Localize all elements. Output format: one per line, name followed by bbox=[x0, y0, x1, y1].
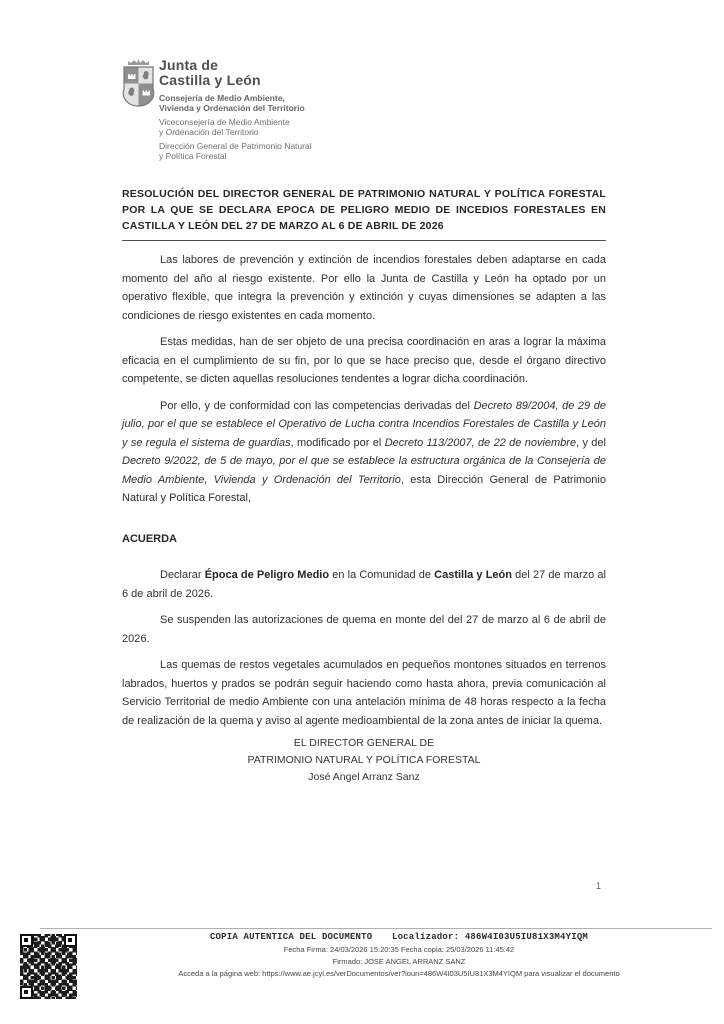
viceconsejeria-line1: Viceconsejería de Medio Ambiente bbox=[159, 117, 290, 127]
fecha-firma-line: Fecha Firma: 24/03/2026 15:20:35 Fecha copia: 25/03/2026 11:45:42 bbox=[283, 945, 515, 954]
localizador-label: Localizador: bbox=[391, 932, 460, 942]
p4-epoca-peligro-medio: Época de Peligro Medio bbox=[204, 569, 330, 581]
p4-castilla-y-leon: Castilla y León bbox=[434, 569, 512, 581]
signature-name: José Angel Arranz Sanz bbox=[308, 771, 420, 783]
p3-end: , esta Dirección General de Patrimonio Natural y Política Forestal, bbox=[122, 473, 606, 504]
paragraph-5: Se suspenden las autorizaciones de quema en monte del del 27 de marzo al 6 de abril de 2026. bbox=[122, 614, 606, 645]
p4-mid: en la Comunidad de bbox=[329, 569, 435, 581]
viceconsejeria-line2: y Ordenación del Territorio bbox=[159, 127, 259, 137]
paragraph-2: Estas medidas, han de ser objeto de una precisa coordinación en aras a lograr la máxima eficacia en el cumplimiento de su fin, por lo que se hace preciso que, desde el órgano directivo competente, se dicten aquellas resoluciones tendentes a lograr dicha coordinación. bbox=[122, 336, 606, 385]
copia-autentica-label: COPIA AUTENTICA DEL DOCUMENTO bbox=[209, 932, 373, 942]
firmado-line: Firmado: JOSE ANGEL ARRANZ SANZ bbox=[332, 957, 466, 966]
paragraph-4 bbox=[122, 566, 606, 603]
qr-finder-top-left bbox=[20, 934, 33, 947]
p3-decreto-89-2004: Decreto 89/2004, de 29 de julio, por el que se establece el Operativo de Lucha contra Incendios Forestales de Castilla y León y se regula el sistema de guardias bbox=[122, 399, 607, 449]
document-title: RESOLUCIÓN DEL DIRECTOR GENERAL DE PATRIMONIO NATURAL Y POLÍTICA FORESTAL POR LA QUE SE DECLARA EPOCA DE PELIGRO MEDIO DE INCEDIOS FORESTALES EN CASTILLA Y LEÓN DEL 27 DE MARZO AL 6 DE ABRIL DE 2026 bbox=[122, 188, 606, 232]
qr-finder-bottom-left bbox=[20, 986, 33, 999]
signature-title-line1: EL DIRECTOR GENERAL DE bbox=[293, 737, 435, 749]
org-header bbox=[122, 58, 606, 162]
page-number: 1 bbox=[596, 881, 602, 891]
p3-decreto-113-2007: Decreto 113/2007, de 22 de noviembre bbox=[384, 436, 577, 449]
direccion-general-label bbox=[159, 141, 606, 161]
consejeria-label bbox=[159, 93, 606, 113]
document-body bbox=[122, 251, 606, 730]
title-rule bbox=[122, 240, 606, 241]
acceso-web-line: Acceda a la página web: https://www.ae.jcyl.es/verDocumentos/ver?loun=486W4I03U5IU81X3M4YIQM para visualizar el documento bbox=[178, 969, 620, 978]
localizador-value: 486W4I03U5IU81X3M4YIQM bbox=[464, 932, 589, 942]
p3-mid1: , modificado por el bbox=[290, 436, 385, 449]
p4-end: del 27 de marzo al 6 de abril de 2026. bbox=[122, 569, 606, 600]
org-name bbox=[159, 58, 606, 88]
org-name-line1: Junta de bbox=[159, 57, 219, 73]
consejeria-line1: Consejería de Medio Ambiente, bbox=[159, 93, 285, 103]
paragraph-3 bbox=[122, 397, 606, 508]
footer-copy-line bbox=[92, 932, 706, 942]
p4-intro: Declarar bbox=[160, 569, 205, 581]
direccion-general-line1: Dirección General de Patrimonio Natural bbox=[159, 141, 312, 151]
consejeria-line2: Vivienda y Ordenación del Territorio bbox=[159, 103, 305, 113]
p3-mid2: , y del bbox=[576, 436, 606, 449]
paragraph-1: Las labores de prevención y extinción de incendios forestales deben adaptarse en cada momento del año al riesgo existente. Por ello la Junta de Castilla y León ha optado por un operativo flexible, que integra la prevención y extinción y cuyas dimensiones se adapten a las condiciones de riesgo existentes en cada momento. bbox=[122, 254, 606, 322]
viceconsejeria-label bbox=[159, 117, 606, 137]
paragraph-6: Las quemas de restos vegetales acumulados en pequeños montones situados en terrenos labrados, huertos y prados se podrán seguir haciendo como hasta ahora, previa comunicación al Servicio Territorial de medio Ambiente con una antelación mínima de 48 horas respecto a la fecha de realización de la quema y aviso al agente medioambiental de la zona antes de iniciar la quema. bbox=[122, 659, 606, 727]
org-name-line2: Castilla y León bbox=[159, 72, 261, 88]
signature-block bbox=[122, 735, 606, 786]
footer-rule bbox=[40, 928, 712, 929]
acuerda-heading: ACUERDA bbox=[122, 532, 177, 545]
signature-title-line2: PATRIMONIO NATURAL Y POLÍTICA FORESTAL bbox=[247, 754, 481, 766]
junta-castilla-leon-shield-icon bbox=[122, 59, 155, 112]
direccion-general-line2: y Política Forestal bbox=[159, 151, 227, 161]
footer-authentication bbox=[92, 932, 706, 978]
document-content bbox=[122, 58, 606, 738]
qr-code bbox=[20, 934, 77, 999]
qr-finder-top-right bbox=[64, 934, 77, 947]
p3-intro: Por ello, y de conformidad con las competencias derivadas del bbox=[160, 399, 474, 412]
p3-decreto-9-2022: Decreto 9/2022, de 5 de mayo, por el que se establece la estructura orgánica de la Consejería de Medio Ambiente, Vivienda y Ordenación del Territorio bbox=[122, 455, 606, 486]
